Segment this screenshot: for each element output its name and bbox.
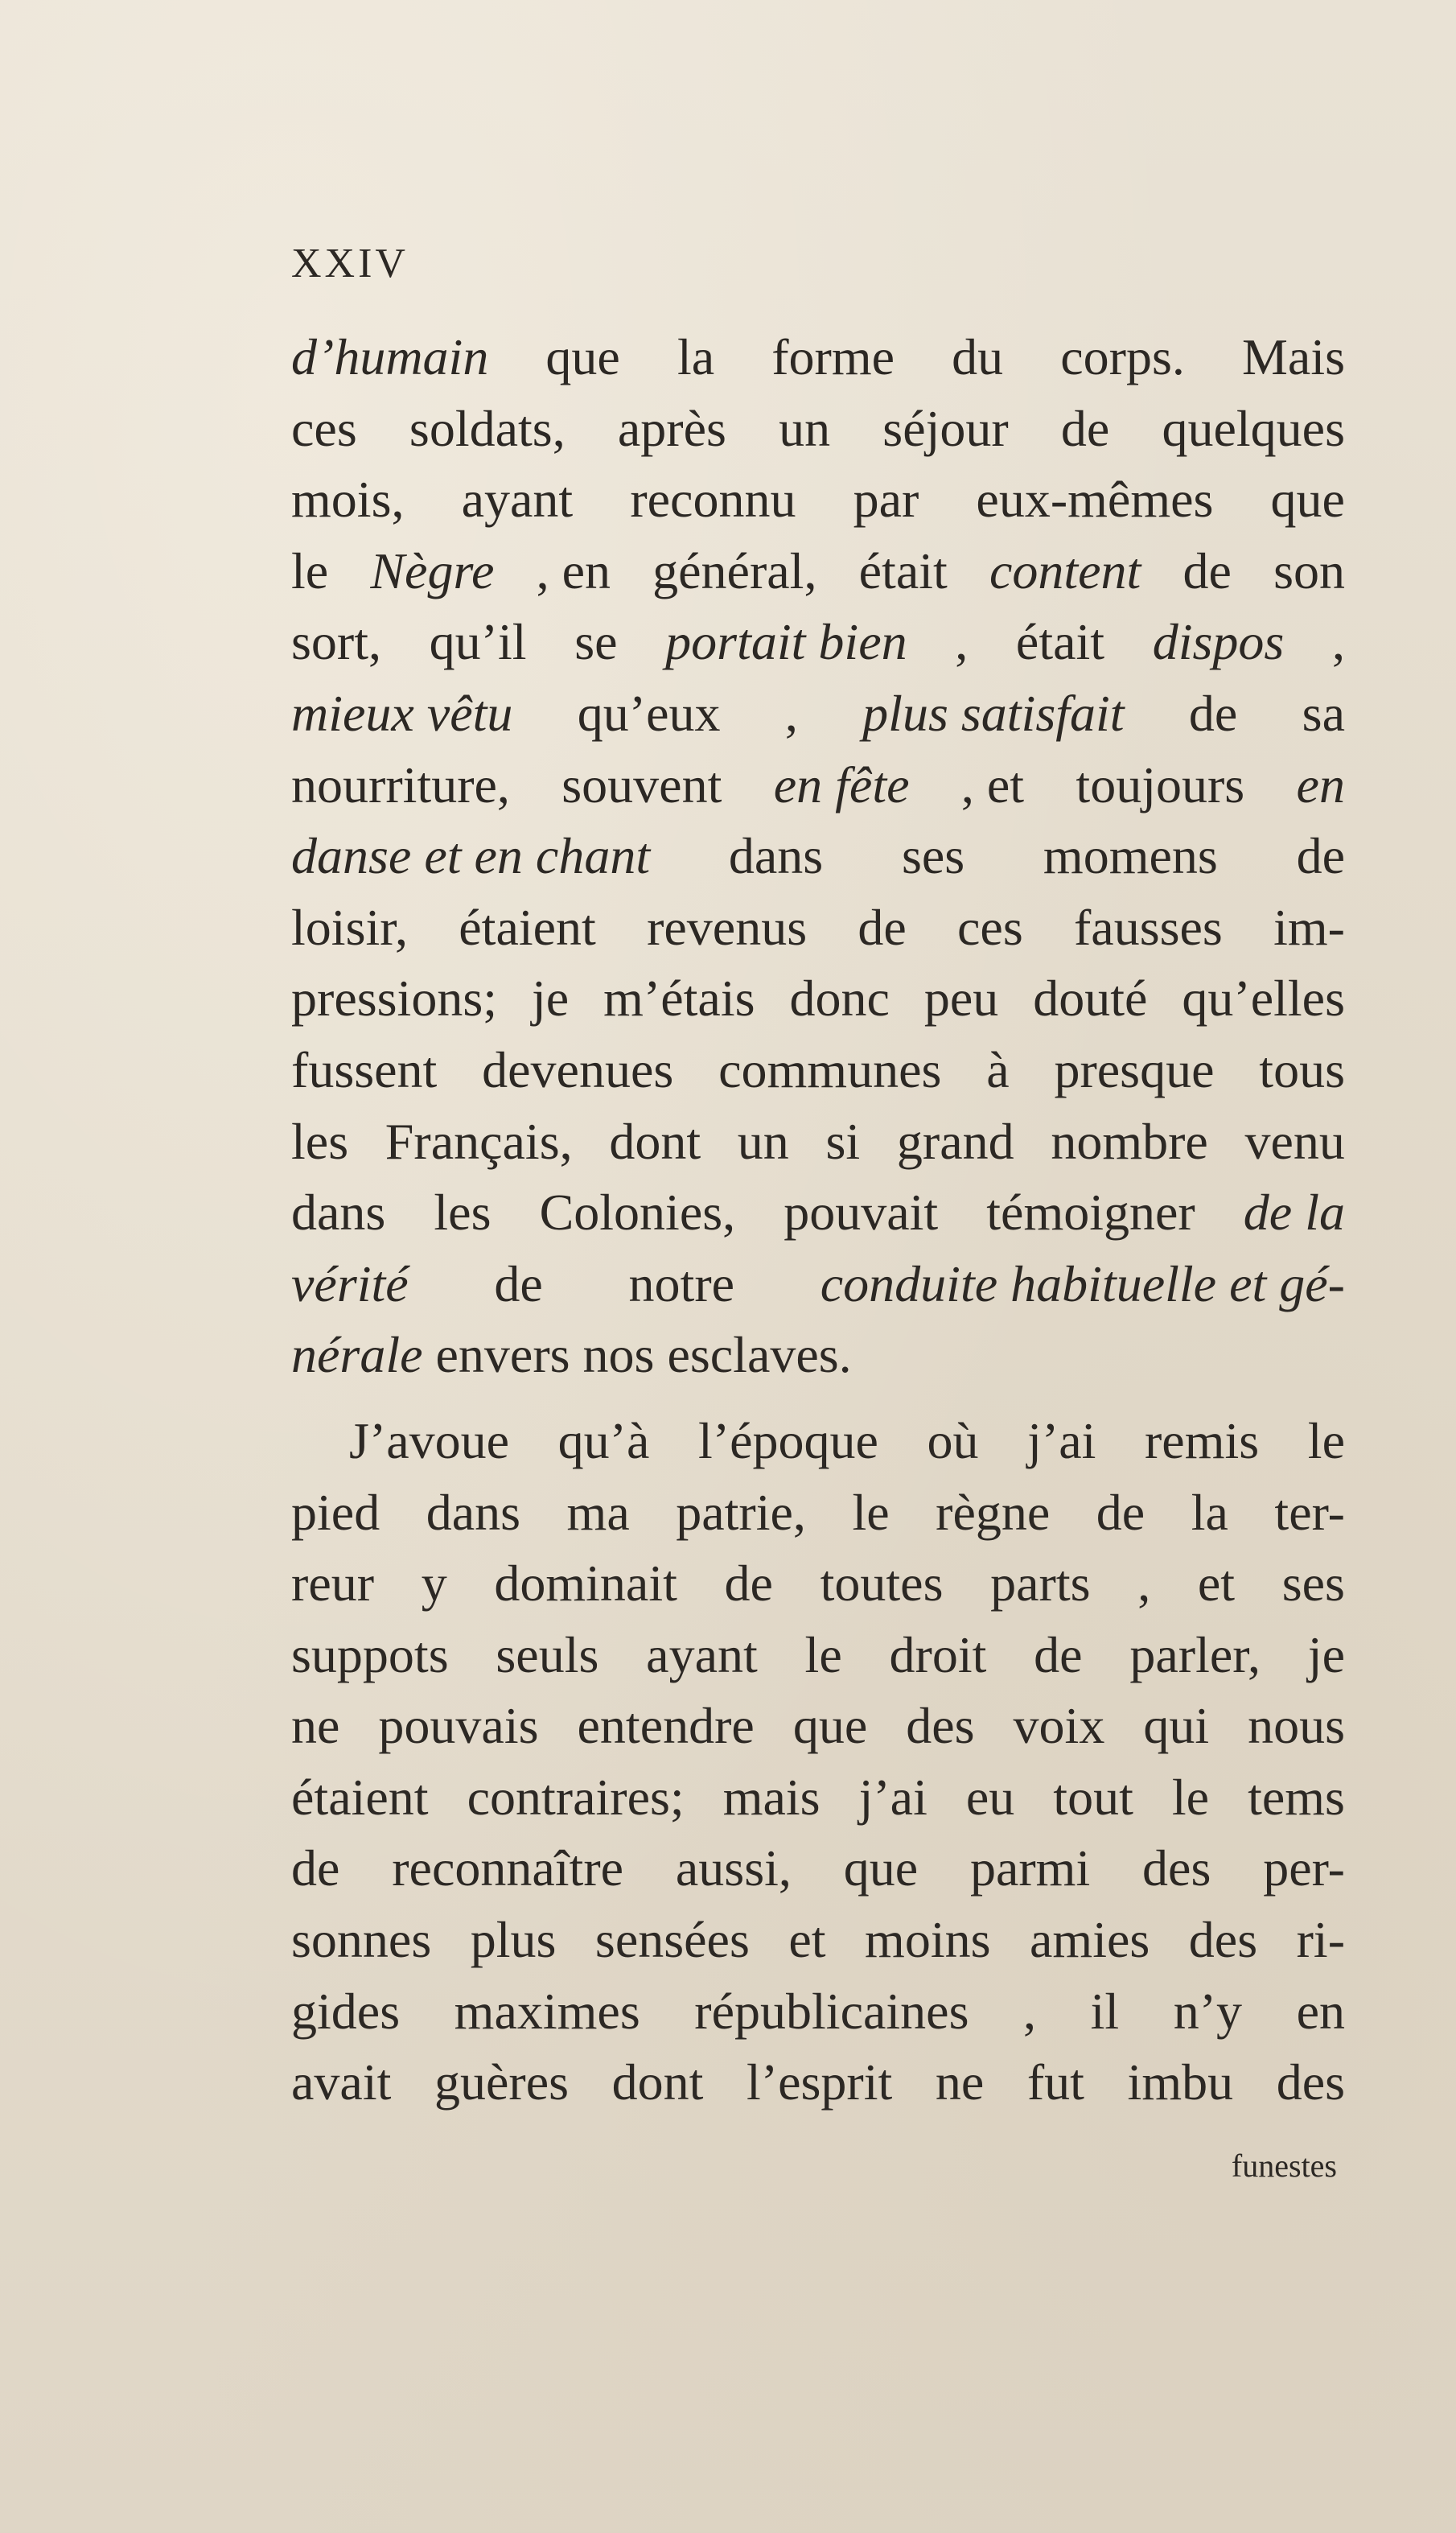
word: et — [788, 1911, 826, 1969]
word: , — [1023, 1982, 1037, 2040]
word: ses — [901, 827, 965, 885]
text-line — [291, 1905, 1345, 1976]
word: la — [1191, 1483, 1228, 1541]
word: je — [531, 970, 570, 1028]
word: des — [1276, 2053, 1345, 2111]
italic-word: en — [1296, 756, 1345, 813]
text-line — [291, 1691, 1345, 1762]
word: sensées — [594, 1911, 750, 1969]
word: , en — [536, 542, 611, 599]
italic-word: d’humain — [291, 328, 489, 385]
word: j’ai — [1027, 1411, 1096, 1469]
word: sa — [1302, 684, 1345, 742]
word: l’esprit — [746, 2053, 893, 2111]
word: de — [1096, 1483, 1145, 1541]
word: étaient — [291, 1768, 429, 1826]
italic-word: vérité — [291, 1254, 409, 1312]
word: ayant — [461, 471, 574, 529]
word: momens — [1043, 827, 1218, 885]
text-line — [291, 1833, 1345, 1905]
word: loisir, — [291, 898, 408, 956]
text-line — [291, 1620, 1345, 1691]
text-line — [291, 892, 1345, 964]
word: la — [677, 328, 715, 385]
word: ses — [1281, 1555, 1345, 1612]
word: il — [1090, 1982, 1120, 2040]
text-line — [291, 1762, 1345, 1834]
italic-word: de la — [1243, 1184, 1345, 1242]
word: qui — [1143, 1697, 1210, 1755]
word: où — [927, 1411, 979, 1469]
word: presque — [1054, 1040, 1215, 1098]
word: dominait — [494, 1555, 677, 1612]
word: entendre — [577, 1697, 755, 1755]
word: fussent — [291, 1040, 438, 1098]
word: nous — [1248, 1697, 1345, 1755]
word: le — [1307, 1411, 1345, 1469]
word: dont — [611, 2053, 704, 2111]
text-line — [291, 1035, 1345, 1106]
word: nourriture, — [291, 756, 510, 813]
word: des — [1142, 1839, 1211, 1897]
word: m’étais — [603, 970, 755, 1028]
word: guères — [434, 2053, 569, 2111]
word: moins — [865, 1911, 991, 1969]
word: règne — [936, 1483, 1051, 1541]
italic-word: mieux vêtu — [291, 684, 513, 742]
word: reur — [291, 1555, 375, 1612]
word: les — [434, 1184, 492, 1242]
italic-word: Nègre — [370, 542, 495, 599]
word: après — [617, 399, 726, 457]
text-line — [291, 1320, 1345, 1391]
word: pouvais — [378, 1697, 539, 1755]
word: ces — [291, 399, 357, 457]
word: parler, — [1129, 1625, 1261, 1683]
text-line — [291, 1548, 1345, 1620]
word: séjour — [882, 399, 1009, 457]
word: contraires; — [467, 1768, 685, 1826]
word: envers nos esclaves. — [422, 1326, 852, 1384]
word: un — [779, 399, 831, 457]
word: que — [843, 1839, 919, 1897]
page-number: XXIV — [291, 241, 409, 286]
word: amies — [1030, 1911, 1150, 1969]
word: que — [545, 328, 620, 385]
italic-word: dispos — [1152, 613, 1285, 671]
text-line — [291, 2047, 1345, 2119]
word: pied — [291, 1483, 380, 1541]
word: eux-mêmes — [976, 471, 1214, 529]
word: le — [1171, 1768, 1210, 1826]
italic-word: content — [989, 542, 1141, 599]
word: de — [1296, 827, 1345, 885]
word: dans — [728, 827, 824, 885]
word: que — [1270, 471, 1345, 529]
word: voix — [1013, 1697, 1105, 1755]
word: y — [421, 1555, 447, 1612]
word: parmi — [969, 1839, 1091, 1897]
word: ter- — [1274, 1483, 1345, 1541]
word: aussi, — [675, 1839, 792, 1897]
word: remis — [1144, 1411, 1260, 1469]
word: était — [1015, 613, 1105, 671]
word: seuls — [496, 1625, 599, 1683]
text-line — [291, 821, 1345, 892]
word: de — [858, 898, 907, 956]
word: souvent — [561, 756, 722, 813]
word: tout — [1053, 1768, 1133, 1826]
word: en — [1296, 1982, 1345, 2040]
word: ces — [957, 898, 1023, 956]
word: , — [784, 684, 798, 742]
word: devenues — [482, 1040, 674, 1098]
word: témoigner — [986, 1184, 1195, 1242]
word: mois, — [291, 471, 405, 529]
word: , et — [960, 756, 1025, 813]
text-line — [291, 1976, 1345, 2048]
word: forme — [771, 328, 895, 385]
text-line — [291, 322, 1345, 393]
word: J’avoue — [349, 1411, 510, 1469]
italic-word: nérale — [291, 1326, 423, 1384]
word: douté — [1033, 970, 1148, 1028]
word: ne — [935, 2053, 985, 2111]
text-line — [291, 1406, 1345, 1477]
word: le — [804, 1625, 842, 1683]
word: venu — [1244, 1112, 1345, 1170]
word: , — [1331, 613, 1345, 671]
word: ne — [291, 1697, 340, 1755]
word: n’y — [1173, 1982, 1243, 2040]
word: tous — [1259, 1040, 1345, 1098]
word: du — [952, 328, 1004, 385]
word: et — [1197, 1555, 1236, 1612]
italic-word: conduite habituelle et gé- — [820, 1254, 1345, 1312]
word: communes — [718, 1040, 942, 1098]
word: soldats, — [409, 399, 566, 457]
word: de — [291, 1839, 340, 1897]
word: que — [792, 1697, 868, 1755]
word: dont — [609, 1112, 701, 1170]
word: républicaines — [694, 1982, 969, 2040]
body-text — [291, 322, 1345, 2119]
word: dans — [291, 1184, 386, 1242]
word: toujours — [1076, 756, 1245, 813]
word: per- — [1263, 1839, 1345, 1897]
word: l’époque — [697, 1411, 878, 1469]
word: pressions; — [291, 970, 497, 1028]
word: je — [1307, 1625, 1345, 1683]
word: fausses — [1073, 898, 1223, 956]
text-line — [291, 963, 1345, 1035]
word: parts — [990, 1555, 1091, 1612]
word: suppots — [291, 1625, 449, 1683]
word: de — [1188, 684, 1238, 742]
word: ayant — [646, 1625, 758, 1683]
word: des — [906, 1697, 975, 1755]
word: si — [825, 1112, 861, 1170]
text-line — [291, 1106, 1345, 1178]
word: pouvait — [784, 1184, 939, 1242]
word: mais — [722, 1768, 821, 1826]
catchword: funestes — [1231, 2148, 1337, 2184]
text-line — [291, 1477, 1345, 1549]
word: nombre — [1051, 1112, 1208, 1170]
word: sonnes — [291, 1911, 432, 1969]
word: peu — [923, 970, 999, 1028]
word: de — [1060, 399, 1110, 457]
word: de — [1034, 1625, 1083, 1683]
word: son — [1273, 542, 1345, 599]
word: corps. — [1060, 328, 1185, 385]
word: qu’à — [557, 1411, 650, 1469]
word: patrie, — [676, 1483, 806, 1541]
word: eu — [965, 1768, 1015, 1826]
word: plus — [470, 1911, 557, 1969]
word: avait — [291, 2053, 392, 2111]
word: , — [955, 613, 969, 671]
word: Mais — [1242, 328, 1345, 385]
word: par — [853, 471, 919, 529]
italic-word: en fête — [773, 756, 910, 813]
word: droit — [889, 1625, 987, 1683]
word: à — [986, 1040, 1010, 1098]
word: Colonies, — [539, 1184, 736, 1242]
word: donc — [789, 970, 890, 1028]
word: fut — [1026, 2053, 1084, 2111]
text-line — [291, 1177, 1345, 1249]
word: tems — [1248, 1768, 1345, 1826]
word: imbu — [1127, 2053, 1234, 2111]
word: revenus — [647, 898, 808, 956]
text-line — [291, 536, 1345, 608]
word: sort, — [291, 613, 381, 671]
italic-word: portait bien — [665, 613, 907, 671]
text-line — [291, 464, 1345, 536]
word: se — [574, 613, 618, 671]
text-line — [291, 607, 1345, 678]
word: de — [724, 1555, 773, 1612]
word: , — [1137, 1555, 1151, 1612]
word: le — [852, 1483, 890, 1541]
italic-word: danse et en chant — [291, 827, 651, 885]
word: maximes — [454, 1982, 640, 2040]
text-line — [291, 678, 1345, 750]
word: dans — [426, 1483, 521, 1541]
word: les — [291, 1112, 349, 1170]
word: Français, — [385, 1112, 573, 1170]
word: notre — [628, 1254, 735, 1312]
word: j’ai — [858, 1768, 927, 1826]
word: gides — [291, 1982, 401, 2040]
word: était — [858, 542, 948, 599]
word: qu’elles — [1182, 970, 1345, 1028]
word: un — [737, 1112, 789, 1170]
word: le — [291, 542, 329, 599]
word: de — [1182, 542, 1232, 599]
word: reconnaître — [392, 1839, 624, 1897]
word: quelques — [1162, 399, 1345, 457]
text-line — [291, 1249, 1345, 1320]
word: de — [494, 1254, 543, 1312]
italic-word: plus satisfait — [862, 684, 1125, 742]
text-line — [291, 393, 1345, 465]
word: ma — [566, 1483, 630, 1541]
word: reconnu — [630, 471, 796, 529]
word: toutes — [820, 1555, 944, 1612]
word: im- — [1273, 898, 1345, 956]
word: qu’il — [429, 613, 527, 671]
word: des — [1188, 1911, 1258, 1969]
word: qu’eux — [577, 684, 721, 742]
text-line — [291, 750, 1345, 822]
word: ri- — [1296, 1911, 1345, 1969]
word: général, — [652, 542, 817, 599]
word: étaient — [459, 898, 596, 956]
word: grand — [896, 1112, 1014, 1170]
